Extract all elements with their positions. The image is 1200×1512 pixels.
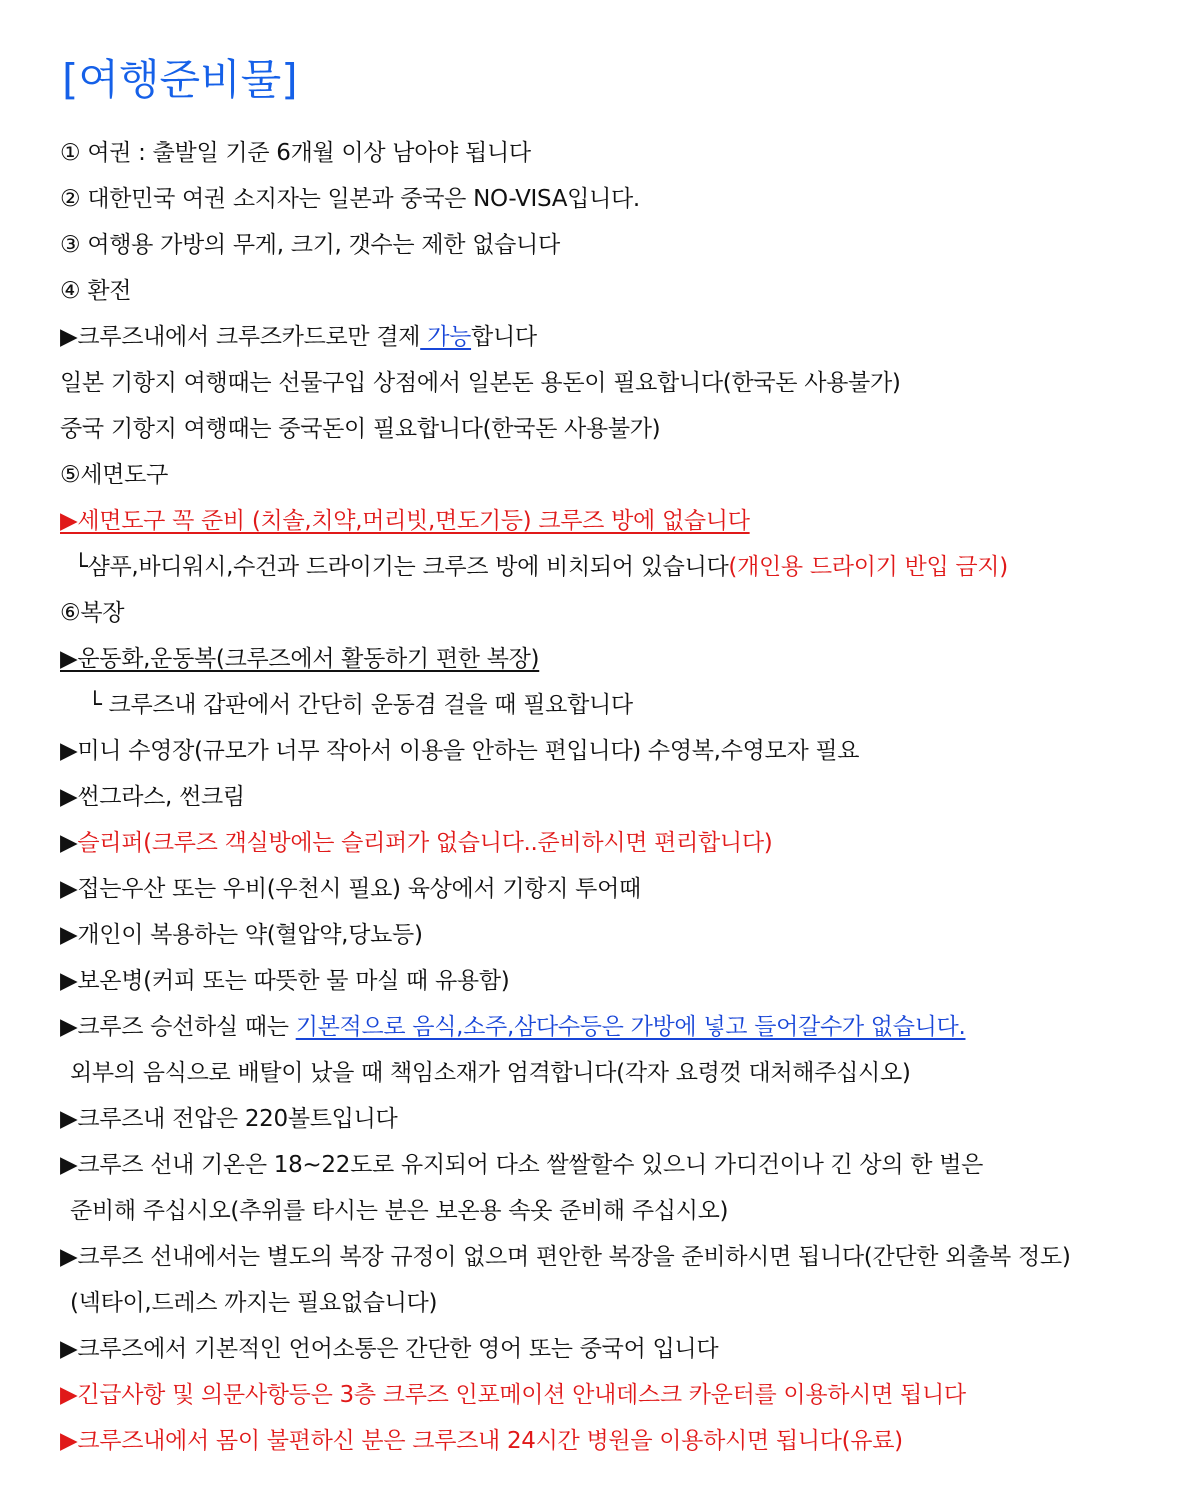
line-text: ⑥복장 [60, 600, 125, 626]
line-text: ▶긴급사항 및 의문사항등은 3층 크루즈 인포메이션 안내데스크 카운터를 이용하시면 됩니다 [60, 1382, 966, 1408]
possible-link[interactable]: 가능 [420, 324, 472, 350]
item-voltage [60, 1103, 397, 1135]
item-cruise-card-payment [60, 321, 537, 353]
line-text: ▶썬그라스, 썬크림 [60, 784, 245, 810]
item-dress-code [60, 1241, 1071, 1273]
line-text: ▶크루즈내에서 몸이 불편하신 분은 크루즈내 24시간 병원을 이용하시면 됩니다(유료) [60, 1428, 903, 1454]
food-restriction-link[interactable]: 기본적으로 음식,소주,삼다수등은 가방에 넣고 들어갈수가 없습니다. [295, 1014, 966, 1040]
line-text: └샴푸,바디워시,수건과 드라이기는 크루즈 방에 비치되어 있습니다 [74, 554, 729, 580]
item-luggage [60, 229, 560, 261]
line-text: ▶미니 수영장(규모가 너무 작아서 이용을 안하는 편입니다) 수영복,수영모자 필요 [60, 738, 860, 764]
line-text: ▶크루즈내에서 크루즈카드로만 결제 [60, 324, 421, 350]
line-text: ③ 여행용 가방의 무게, 크기, 갯수는 제한 없습니다 [60, 232, 560, 258]
item-deck-walk [88, 689, 633, 721]
line-text: ① 여권 : 출발일 기준 6개월 이상 남아야 됩니다 [60, 140, 531, 166]
line-text: ▶개인이 복용하는 약(혈압약,당뇨등) [60, 922, 423, 948]
line-text: 일본 기항지 여행때는 선물구입 상점에서 일본돈 용돈이 필요합니다(한국돈 사용불가) [60, 370, 901, 396]
item-mini-pool [60, 735, 859, 767]
item-sportswear [60, 643, 539, 675]
bullet: ▶ [60, 830, 78, 856]
item-visa [60, 183, 640, 215]
item-outside-food [70, 1057, 911, 1089]
hairdryer-ban-note: (개인용 드라이기 반입 금지) [728, 554, 1008, 580]
line-text: ④ 환전 [60, 278, 132, 304]
item-slippers [60, 827, 772, 859]
line-text: ② 대한민국 여권 소지자는 일본과 중국은 NO-VISA입니다. [60, 186, 640, 212]
line-text: (넥타이,드레스 까지는 필요없습니다) [70, 1290, 438, 1316]
slippers-note: 슬리퍼(크루즈 객실방에는 슬리퍼가 없습니다..준비하시면 편리합니다) [77, 830, 773, 856]
item-medicine [60, 919, 423, 951]
line-text: ▶크루즈 선내 기온은 18~22도로 유지되어 다소 쌀쌀할수 있으니 가디건이나 긴 상의 한 벌은 [60, 1152, 984, 1178]
item-amenities [74, 551, 1008, 583]
line-text: ▶크루즈에서 기본적인 언어소통은 간단한 영어 또는 중국어 입니다 [60, 1336, 719, 1362]
item-language [60, 1333, 718, 1365]
line-text: ▶접는우산 또는 우비(우천시 필요) 육상에서 기항지 투어때 [60, 876, 641, 902]
section-toiletries-heading [60, 459, 168, 491]
item-japan-currency [60, 367, 901, 399]
line-text: 외부의 음식으로 배탈이 났을 때 책임소재가 엄격합니다(각자 요령껏 대처해주십시오) [70, 1060, 911, 1086]
item-boarding-food-rule [60, 1011, 965, 1043]
line-text: ▶크루즈 선내에서는 별도의 복장 규정이 없으며 편안한 복장을 준비하시면 됩니다(간단한 외출복 정도) [60, 1244, 1071, 1270]
line-text: ⑤세면도구 [60, 462, 168, 488]
item-thermos [60, 965, 509, 997]
section-clothing-heading [60, 597, 124, 629]
line-text: ▶크루즈내 전압은 220볼트입니다 [60, 1106, 398, 1132]
section-exchange-heading [60, 275, 131, 307]
item-emergency-desk [60, 1379, 966, 1411]
item-umbrella [60, 873, 641, 905]
item-toiletries-warning [60, 505, 750, 537]
line-text: 중국 기항지 여행때는 중국돈이 필요합니다(한국돈 사용불가) [60, 416, 661, 442]
item-hospital [60, 1425, 903, 1457]
item-temperature [60, 1149, 983, 1181]
line-text: └ 크루즈내 갑판에서 간단히 운동겸 걸을 때 필요합니다 [88, 692, 633, 718]
item-sunglasses [60, 781, 245, 813]
document-title: [여행준비물] [62, 55, 298, 104]
line-text: ▶운동화,운동복(크루즈에서 활동하기 편한 복장) [60, 646, 540, 672]
line-text: ▶세면도구 꼭 준비 (치솔,치약,머리빗,면도기등) 크루즈 방에 없습니다 [60, 508, 750, 534]
line-text: ▶보온병(커피 또는 따뜻한 물 마실 때 유용함) [60, 968, 510, 994]
line-text: 합니다 [471, 324, 537, 350]
item-temperature-cont [70, 1195, 728, 1227]
item-china-currency [60, 413, 660, 445]
line-text: ▶크루즈 승선하실 때는 [60, 1014, 296, 1040]
item-dress-code-cont [70, 1287, 437, 1319]
line-text: 준비해 주십시오(추위를 타시는 분은 보온용 속옷 준비해 주십시오) [70, 1198, 729, 1224]
item-passport [60, 137, 531, 169]
